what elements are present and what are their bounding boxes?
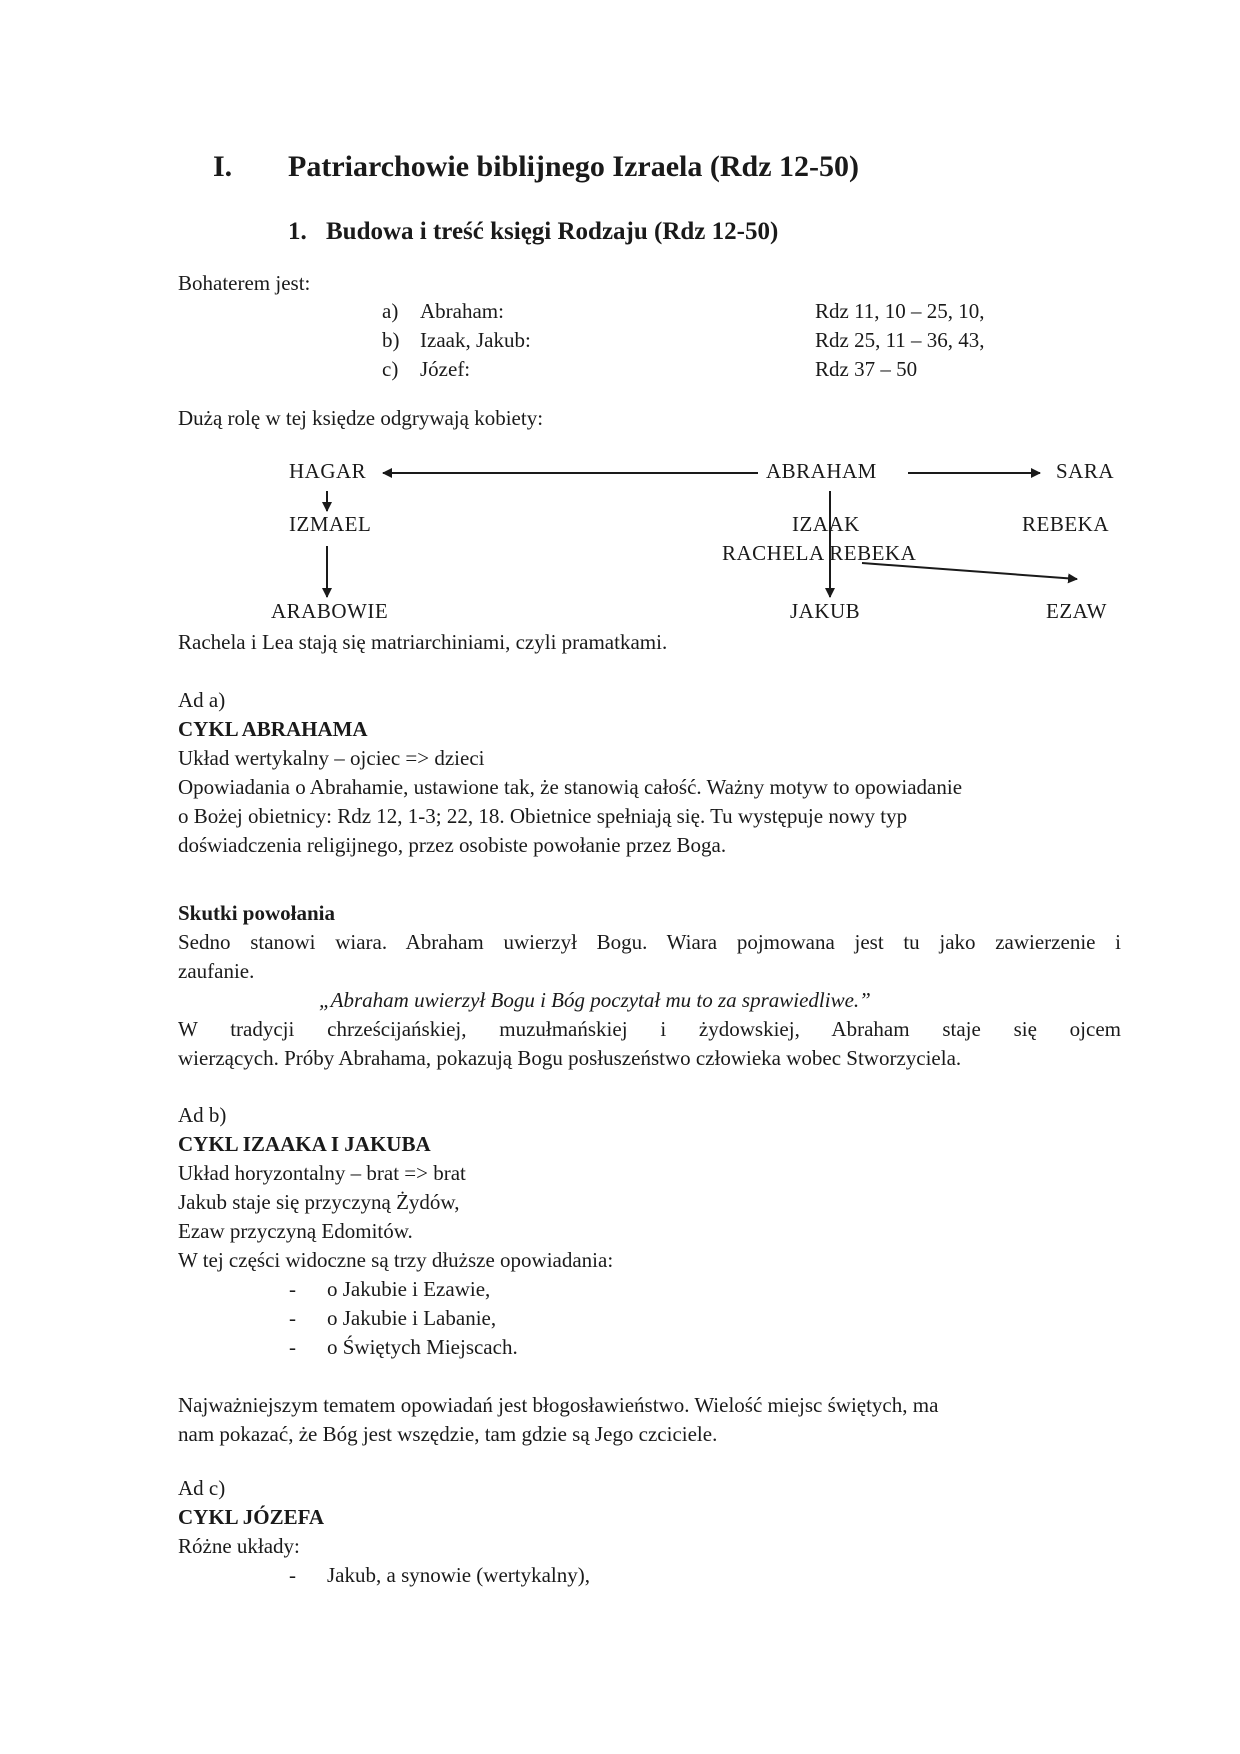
skutki-line: W tradycji chrześcijańskiej, muzułmańskiej i żydowskiej, Abraham staje się ojcem bbox=[178, 1017, 1121, 1041]
ad-a-paragraph-line: doświadczenia religijnego, przez osobiste powołanie przez Boga. bbox=[178, 833, 727, 857]
ad-b-paragraph-line: Najważniejszym tematem opowiadań jest błogosławieństwo. Wielość miejsc świętych, ma bbox=[178, 1393, 939, 1417]
ad-a-paragraph-line: Opowiadania o Abrahamie, ustawione tak, że stanowią całość. Ważny motyw to opowiadanie bbox=[178, 775, 963, 799]
hero-marker: b) bbox=[382, 328, 400, 352]
diagram-rachela-rebeka: RACHELA REBEKA bbox=[722, 541, 917, 565]
diagram-jakub: JAKUB bbox=[790, 599, 861, 623]
abraham-quote: „Abraham uwierzył Bogu i Bóg poczytał mu to za sprawiedliwe.” bbox=[319, 988, 871, 1012]
skutki-title: Skutki powołania bbox=[178, 901, 335, 925]
heading-number: I. bbox=[213, 150, 233, 183]
diagram-hagar: HAGAR bbox=[289, 459, 367, 483]
diagram-sara: SARA bbox=[1056, 459, 1115, 483]
ad-b-line: Ezaw przyczyną Edomitów. bbox=[178, 1219, 413, 1243]
bullet-dash: - bbox=[289, 1335, 296, 1359]
hero-marker: a) bbox=[382, 299, 399, 323]
skutki-line: Sedno stanowi wiara. Abraham uwierzył Bogu. Wiara pojmowana jest tu jako zawierzenie i bbox=[178, 930, 1121, 954]
ad-b-paragraph-line: nam pokazać, że Bóg jest wszędzie, tam gdzie są Jego czciciele. bbox=[178, 1422, 718, 1446]
diagram-rebeka: REBEKA bbox=[1022, 512, 1109, 536]
section-title: Budowa i treść księgi Rodzaju (Rdz 12-50) bbox=[326, 218, 779, 245]
skutki-line: wierzących. Próby Abrahama, pokazują Bogu posłuszeństwo człowieka wobec Stworzyciela. bbox=[178, 1046, 962, 1070]
ad-a-layout: Układ wertykalny – ojciec => dzieci bbox=[178, 746, 485, 770]
ad-c-title: CYKL JÓZEFA bbox=[178, 1505, 325, 1529]
hero-name: Abraham: bbox=[420, 299, 504, 323]
list-item: o Jakubie i Labanie, bbox=[327, 1306, 497, 1330]
diagram-izaak: IZAAK bbox=[792, 512, 860, 536]
hero-name: Izaak, Jakub: bbox=[420, 328, 531, 352]
skutki-line: zaufanie. bbox=[178, 959, 255, 983]
diagram-ezaw: EZAW bbox=[1046, 599, 1107, 623]
matriarchs-text: Rachela i Lea stają się matriarchiniami, czyli pramatkami. bbox=[178, 630, 668, 654]
hero-name: Józef: bbox=[420, 357, 471, 381]
ad-b-line: W tej części widoczne są trzy dłuższe opowiadania: bbox=[178, 1248, 614, 1272]
diagram-abraham: ABRAHAM bbox=[766, 459, 877, 483]
list-item: Jakub, a synowie (wertykalny), bbox=[327, 1563, 591, 1587]
ad-a-paragraph-line: o Bożej obietnicy: Rdz 12, 1-3; 22, 18. Obietnice spełniają się. Tu występuje nowy typ bbox=[178, 804, 908, 828]
list-item: o Jakubie i Ezawie, bbox=[327, 1277, 491, 1301]
hero-ref: Rdz 11, 10 – 25, 10, bbox=[815, 299, 985, 323]
page-title: Patriarchowie biblijnego Izraela (Rdz 12-50) bbox=[288, 150, 860, 183]
bullet-dash: - bbox=[289, 1277, 296, 1301]
bullet-dash: - bbox=[289, 1563, 296, 1587]
list-item: o Świętych Miejscach. bbox=[327, 1335, 518, 1359]
ad-b-line: Jakub staje się przyczyną Żydów, bbox=[178, 1190, 460, 1214]
ad-b-title: CYKL IZAAKA I JAKUBA bbox=[178, 1132, 431, 1156]
women-intro: Dużą rolę w tej księdze odgrywają kobiety: bbox=[178, 406, 544, 430]
hero-ref: Rdz 37 – 50 bbox=[815, 357, 918, 381]
heroes-intro: Bohaterem jest: bbox=[178, 271, 311, 295]
ad-a-title: CYKL ABRAHAMA bbox=[178, 717, 368, 741]
ad-b-layout: Układ horyzontalny – brat => brat bbox=[178, 1161, 466, 1185]
section-number: 1. bbox=[288, 218, 307, 245]
hero-marker: c) bbox=[382, 357, 399, 381]
diagram-izmael: IZMAEL bbox=[289, 512, 372, 536]
ad-c-layout: Różne układy: bbox=[178, 1534, 300, 1558]
diagram-arabowie: ARABOWIE bbox=[271, 599, 389, 623]
ad-a-label: Ad a) bbox=[178, 688, 226, 712]
ad-c-label: Ad c) bbox=[178, 1476, 226, 1500]
bullet-dash: - bbox=[289, 1306, 296, 1330]
hero-ref: Rdz 25, 11 – 36, 43, bbox=[815, 328, 985, 352]
ad-b-label: Ad b) bbox=[178, 1103, 227, 1127]
